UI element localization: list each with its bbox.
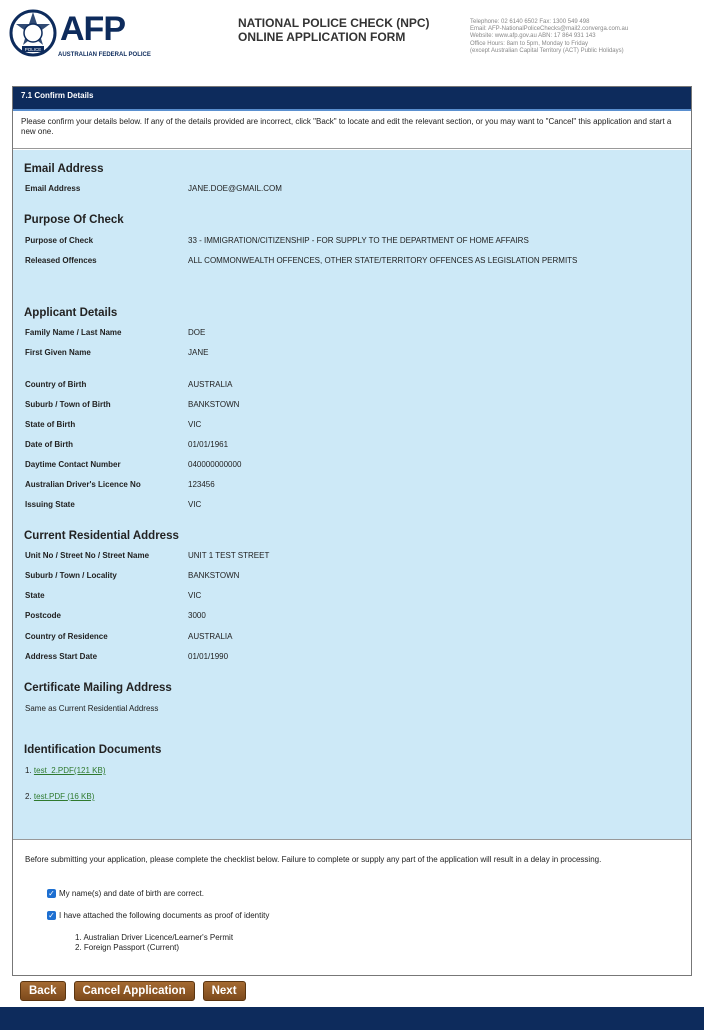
checklist-note: Before submitting your application, please complete the checklist below. Failure to complete or supply any part of the application will result in a delay in processing. bbox=[25, 855, 602, 864]
field-label: Date of Birth bbox=[25, 440, 73, 449]
field-value: VIC bbox=[188, 420, 202, 429]
document-item bbox=[25, 792, 94, 801]
field-value: DOE bbox=[188, 328, 206, 337]
crest-icon bbox=[8, 6, 58, 60]
intro-text: Please confirm your details below. If any of the details provided are incorrect, click "Back" to locate and edit the relevant section, or you may want to "Cancel" this application and start a new one. bbox=[13, 111, 691, 149]
document-link[interactable] bbox=[34, 792, 94, 801]
crest-text: POLICE bbox=[24, 47, 42, 52]
details-area bbox=[13, 150, 691, 840]
form-title bbox=[238, 16, 430, 44]
id-document: 1. Australian Driver Licence/Learner's Permit bbox=[75, 933, 234, 942]
cancel-application-button[interactable]: Cancel Application bbox=[74, 981, 195, 1001]
document-number: 2. bbox=[25, 792, 32, 801]
checklist-item bbox=[47, 889, 204, 898]
field-label: Issuing State bbox=[25, 500, 75, 509]
back-button[interactable]: Back bbox=[20, 981, 66, 1001]
field-label: First Given Name bbox=[25, 348, 91, 357]
field-label: Family Name / Last Name bbox=[25, 328, 122, 337]
contact-line: (except Australian Capital Territory (ACT) Public Holidays) bbox=[470, 47, 624, 54]
email-label: Email Address bbox=[25, 184, 81, 193]
contact-info bbox=[470, 19, 670, 55]
checkbox-checked[interactable]: ✓ bbox=[48, 911, 55, 920]
field-label: Postcode bbox=[25, 611, 62, 620]
purpose-label: Purpose of Check bbox=[25, 236, 94, 245]
logo-text: AFP bbox=[60, 10, 125, 48]
field-label: Country of Birth bbox=[25, 380, 87, 389]
id-document-list bbox=[75, 933, 233, 953]
identification-heading: Identification Documents bbox=[24, 744, 162, 756]
address-heading: Current Residential Address bbox=[24, 530, 179, 542]
field-value: BANKSTOWN bbox=[188, 571, 240, 580]
checklist-item-label: I have attached the following documents as proof of identity bbox=[59, 911, 270, 920]
checklist-item-label: My name(s) and date of birth are correct. bbox=[59, 889, 204, 898]
document-size: (121 KB) bbox=[73, 766, 106, 775]
afp-logo bbox=[8, 4, 151, 64]
email-heading: Email Address bbox=[24, 163, 104, 175]
field-value: BANKSTOWN bbox=[188, 400, 240, 409]
page-footer bbox=[0, 1007, 704, 1030]
field-value: VIC bbox=[188, 500, 202, 509]
id-document: 2. Foreign Passport (Current) bbox=[75, 943, 180, 952]
field-label: Daytime Contact Number bbox=[25, 460, 121, 469]
field-value: 040000000000 bbox=[188, 460, 242, 469]
field-value: AUSTRALIA bbox=[188, 632, 233, 641]
field-value: 01/01/1961 bbox=[188, 440, 229, 449]
offences-value: ALL COMMONWEALTH OFFENCES, OTHER STATE/TERRITORY OFFENCES AS LEGISLATION PERMITS bbox=[188, 256, 578, 265]
field-value: UNIT 1 TEST STREET bbox=[188, 551, 270, 560]
document-link[interactable] bbox=[34, 766, 106, 775]
section-title: 7.1 Confirm Details bbox=[13, 87, 691, 111]
document-number: 1. bbox=[25, 766, 32, 775]
field-value: 01/01/1990 bbox=[188, 652, 229, 661]
field-value: 3000 bbox=[188, 611, 206, 620]
action-buttons bbox=[20, 981, 246, 1001]
field-value: 123456 bbox=[188, 480, 215, 489]
email-value: JANE.DOE@GMAIL.COM bbox=[188, 184, 282, 193]
form-title-line1: NATIONAL POLICE CHECK (NPC) bbox=[238, 16, 430, 30]
document-size: (16 KB) bbox=[67, 792, 95, 801]
field-label: Suburb / Town / Locality bbox=[25, 571, 117, 580]
checkbox-checked[interactable]: ✓ bbox=[48, 889, 55, 898]
document-name: test_2.PDF bbox=[33, 766, 74, 775]
logo-subtitle: AUSTRALIAN FEDERAL POLICE bbox=[58, 52, 151, 58]
document-item bbox=[25, 766, 106, 775]
field-label: Australian Driver's Licence No bbox=[25, 480, 141, 489]
field-value: VIC bbox=[188, 591, 202, 600]
field-label: State of Birth bbox=[25, 420, 76, 429]
purpose-heading: Purpose Of Check bbox=[24, 214, 124, 226]
field-label: Unit No / Street No / Street Name bbox=[25, 551, 150, 560]
field-value: AUSTRALIA bbox=[188, 380, 233, 389]
contact-line: Telephone: 02 6140 6502 Fax: 1300 549 498 bbox=[470, 19, 590, 25]
next-button[interactable]: Next bbox=[203, 981, 246, 1001]
applicant-heading: Applicant Details bbox=[24, 307, 118, 319]
contact-line: Office Hours: 8am to 5pm, Monday to Friday bbox=[470, 40, 588, 47]
field-label: State bbox=[25, 591, 45, 600]
checklist-item bbox=[47, 911, 269, 920]
offences-label: Released Offences bbox=[25, 256, 97, 265]
document-name: test.PDF bbox=[33, 792, 66, 801]
field-label: Country of Residence bbox=[25, 632, 108, 641]
contact-line: Website: www.afp.gov.au ABN: 17 864 931 143 bbox=[470, 33, 596, 40]
mailing-value: Same as Current Residential Address bbox=[25, 704, 159, 713]
field-label: Address Start Date bbox=[25, 652, 98, 661]
checklist-area bbox=[13, 841, 691, 975]
mailing-heading: Certificate Mailing Address bbox=[24, 682, 172, 694]
form-title-line2: ONLINE APPLICATION FORM bbox=[238, 30, 406, 44]
field-label: Suburb / Town of Birth bbox=[25, 400, 111, 409]
page-header bbox=[0, 0, 704, 80]
confirm-details-panel bbox=[12, 86, 692, 976]
field-value: JANE bbox=[188, 348, 209, 357]
contact-line: Email: AFP-NationalPoliceChecks@mail2.converga.com.au bbox=[470, 26, 629, 33]
purpose-value: 33 - IMMIGRATION/CITIZENSHIP - FOR SUPPLY TO THE DEPARTMENT OF HOME AFFAIRS bbox=[188, 236, 529, 245]
